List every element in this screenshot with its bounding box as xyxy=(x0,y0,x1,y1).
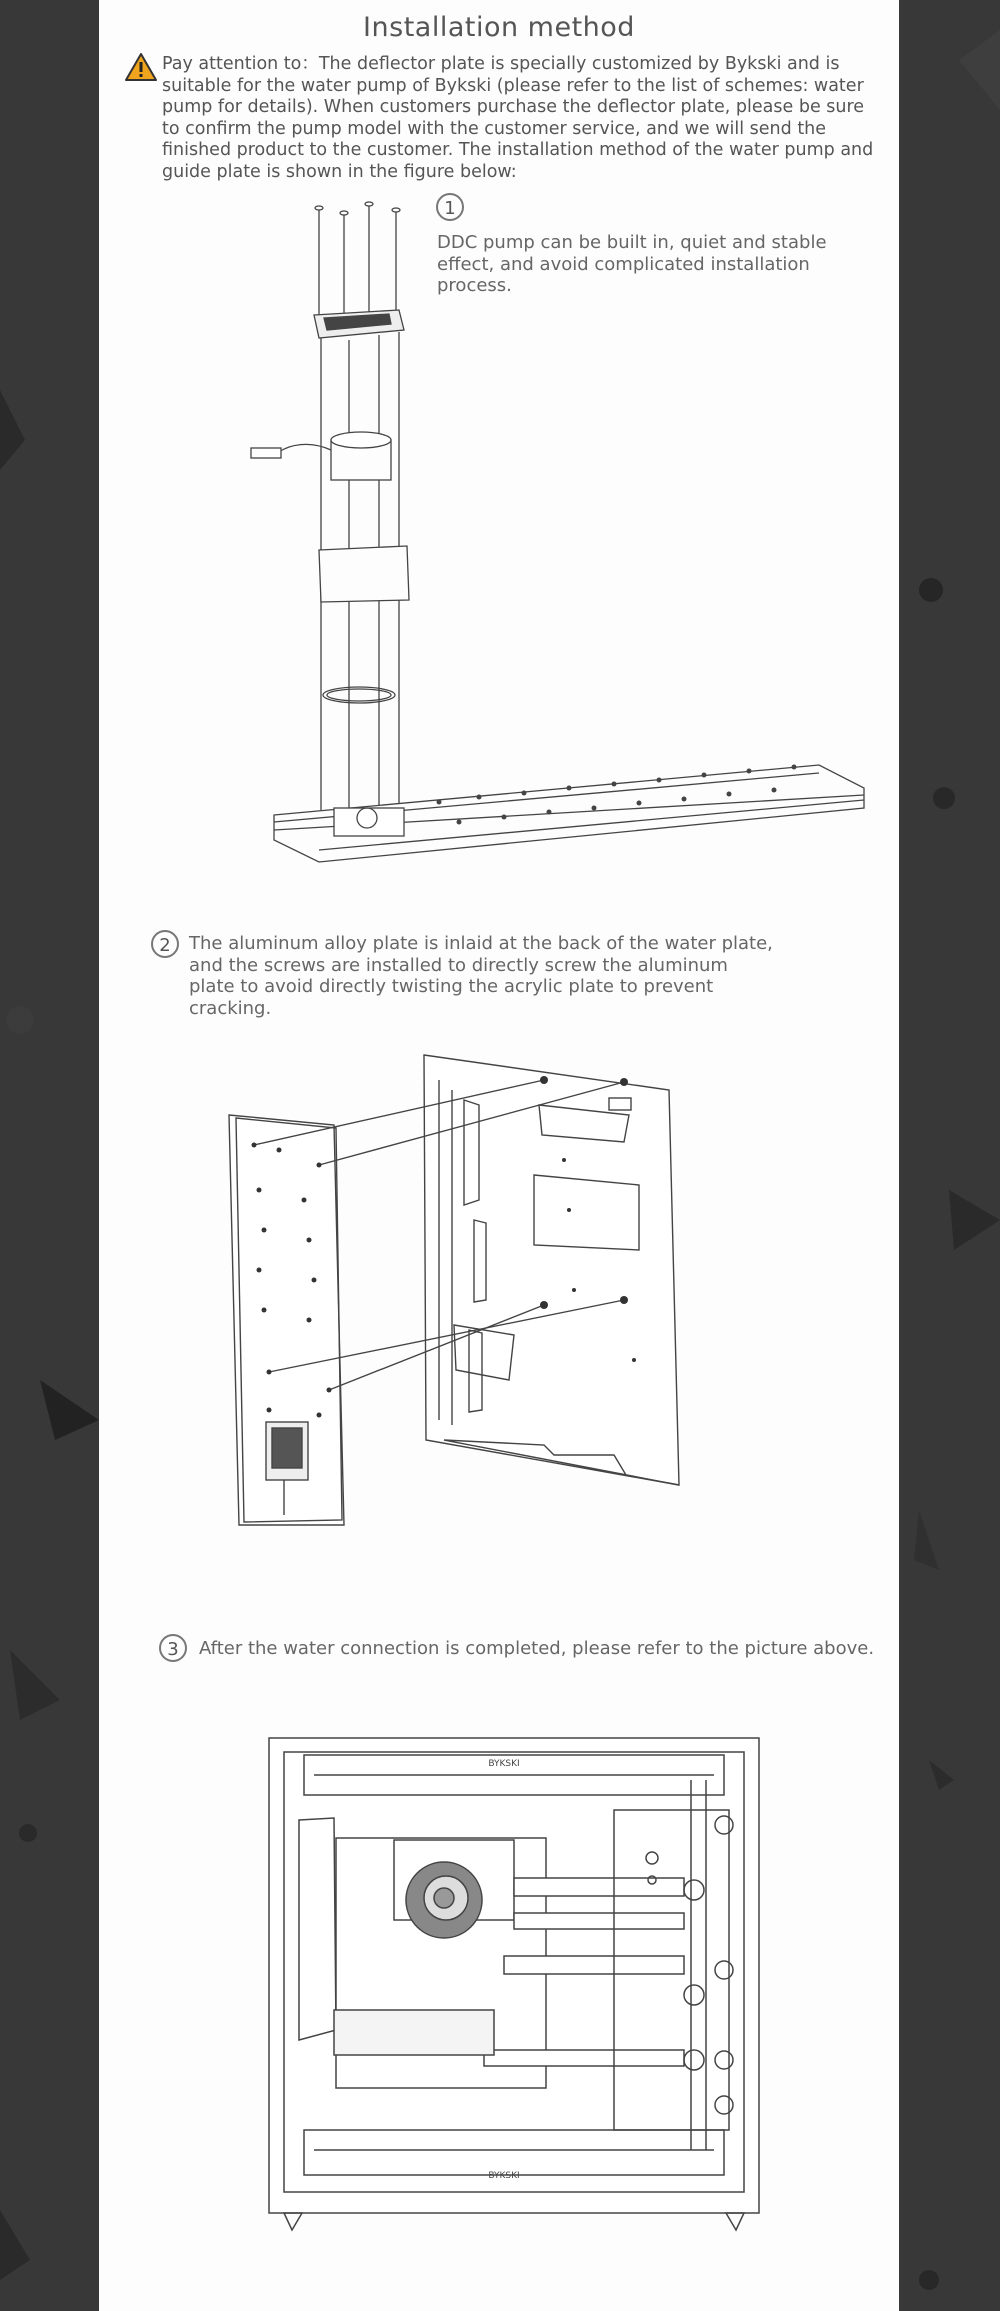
plate-mounting-figure xyxy=(224,1050,814,1540)
step-2-text: The aluminum alloy plate is inlaid at the back of the water plate, and the screws are installed to directly screw the aluminum plate to avoid directly twisting the acrylic plate to prevent cracking. xyxy=(189,933,773,1019)
notice-text: Pay attention to：The deflector plate is specially customized by Bykski and is suitable for the water pump of Bykski (please refer to the list of schemes: water pump for details). When customers purchase the deflector plate, please be sure to confirm the pump model with the customer service, and we will send the finished product to the customer. The installation method of the water pump and guide plate is shown in the figure below: xyxy=(162,54,874,182)
completed-build-figure xyxy=(254,1730,774,2240)
logo-bottom: BYKSKI xyxy=(488,2171,520,2181)
warning-icon xyxy=(125,52,157,82)
background-decoration-right xyxy=(899,0,1000,2311)
left-background xyxy=(0,0,99,2311)
step-2-number: 2 xyxy=(151,930,179,958)
step-1-number: 1 xyxy=(436,193,464,221)
page-title: Installation method xyxy=(363,12,635,43)
content-page xyxy=(99,0,899,2311)
step-1-text: DDC pump can be built in, quiet and stable effect, and avoid complicated installation process. xyxy=(437,232,827,296)
right-background xyxy=(899,0,1000,2311)
background-decoration xyxy=(0,0,99,2311)
logo-top: BYKSKI xyxy=(488,1759,520,1769)
step-3-number: 3 xyxy=(159,1634,187,1662)
step-3-text: After the water connection is completed, please refer to the picture above. xyxy=(199,1638,875,1659)
